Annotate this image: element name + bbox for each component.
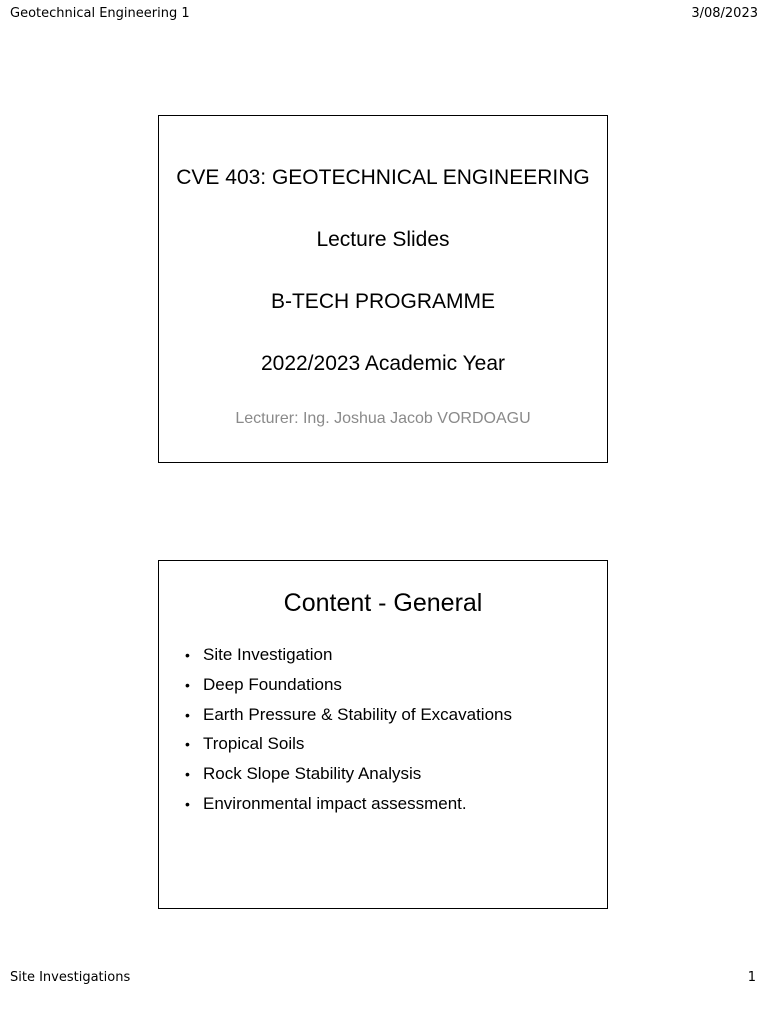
page-footer [10, 970, 756, 990]
list-item [185, 734, 512, 764]
list-item [185, 764, 512, 794]
section-name: Site Investigations [10, 970, 131, 985]
list-item [185, 675, 512, 705]
bullet-icon: • [185, 795, 190, 812]
page-number: 1 [747, 970, 756, 985]
lecturer-label: Lecturer: Ing. Joshua Jacob VORDOAGU [235, 410, 531, 427]
bullet-icon: • [185, 706, 190, 723]
academic-year-label: 2022/2023 Academic Year [260, 352, 506, 375]
list-item-text: Site Investigation [203, 645, 333, 664]
list-item [185, 794, 512, 824]
list-item-text: Environmental impact assessment. [203, 793, 467, 813]
bullet-icon: • [185, 766, 190, 783]
lecture-slides-label: Lecture Slides [316, 228, 450, 251]
slide-content-general [158, 560, 608, 909]
document-date: 3/08/2023 [691, 6, 758, 21]
list-item-text: Rock Slope Stability Analysis [203, 764, 422, 784]
slide-title [158, 115, 608, 463]
list-item-text: Deep Foundations [203, 674, 342, 694]
list-item-text: Tropical Soils [203, 734, 305, 754]
list-item [185, 705, 512, 735]
page-header [10, 6, 758, 26]
course-title: CVE 403: GEOTECHNICAL ENGINEERING [176, 166, 590, 189]
content-list [185, 645, 512, 824]
bullet-icon: • [185, 736, 190, 753]
bullet-icon: • [185, 676, 190, 693]
document-title: Geotechnical Engineering 1 [10, 6, 190, 21]
list-item-text: Earth Pressure & Stability of Excavations [203, 704, 512, 724]
list-item [185, 645, 512, 675]
slide-heading: Content - General [283, 589, 483, 617]
bullet-icon: • [185, 647, 190, 663]
programme-label: B-TECH PROGRAMME [270, 290, 495, 313]
